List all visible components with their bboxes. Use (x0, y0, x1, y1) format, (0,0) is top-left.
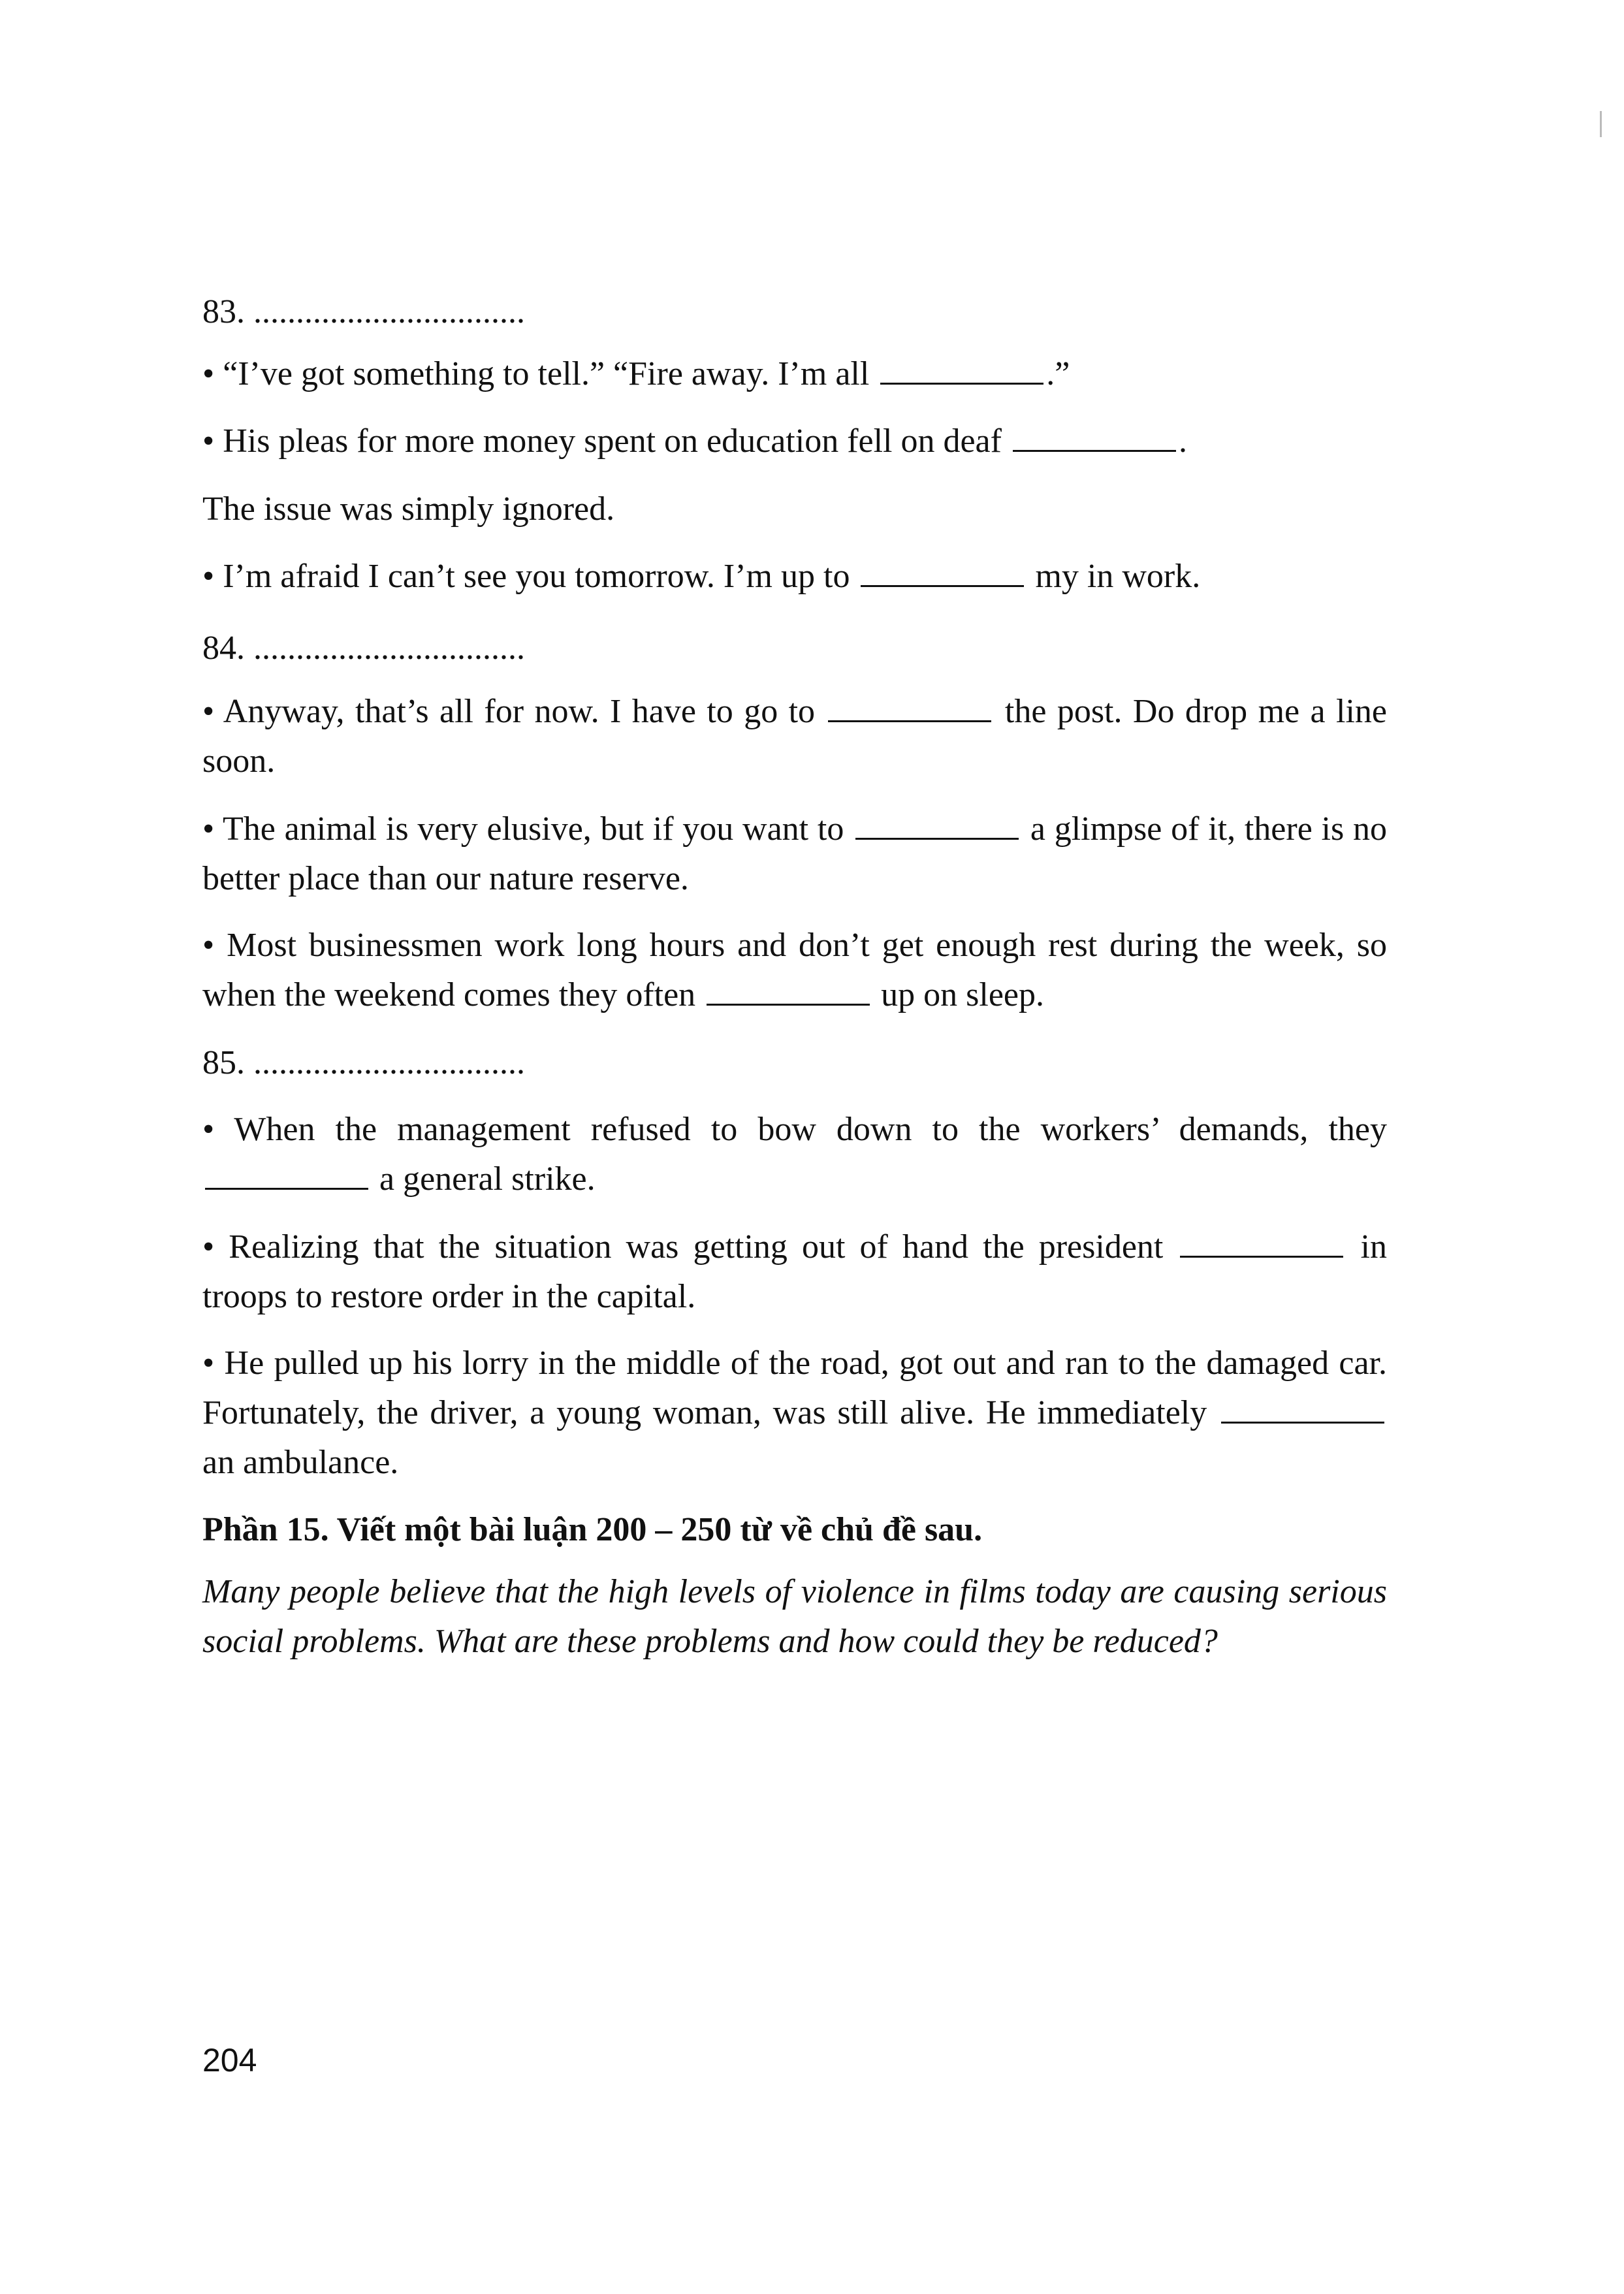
page-number: 204 (202, 2042, 257, 2079)
question-85-label: 85. ................................ (202, 1044, 525, 1081)
answer-blank[interactable] (1221, 1395, 1384, 1424)
answer-blank[interactable] (861, 559, 1024, 587)
answer-blank[interactable] (828, 694, 991, 722)
answer-blank[interactable] (205, 1162, 368, 1190)
q84-item-3: • Most businessmen work long hours and don’t get enough rest during the week, so when the weekend comes they often up on sleep. (202, 927, 1387, 1013)
q83-item-3: The issue was simply ignored. (202, 490, 615, 528)
scan-edge-mark (1600, 111, 1602, 137)
question-83-label: 83. ................................ (202, 293, 525, 330)
q85-item-1: • When the management refused to bow down to the workers’ demands, they a general strike. (202, 1111, 1387, 1198)
answer-blank[interactable] (1013, 424, 1176, 452)
question-84-label: 84. ................................ (202, 629, 525, 667)
q85-item-3: • He pulled up his lorry in the middle of the road, got out and ran to the damaged car. Fortunately, the driver, a young woman, was still alive. He immediately an ambulance. (202, 1345, 1387, 1481)
q83-item-4: • I’m afraid I can’t see you tomorrow. I’m up to my in work. (202, 558, 1201, 595)
answer-blank[interactable] (880, 357, 1043, 385)
q84-item-1: • Anyway, that’s all for now. I have to go to the post. Do drop me a line soon. (202, 693, 1387, 780)
answer-blank[interactable] (855, 812, 1019, 840)
answer-blank[interactable] (1180, 1230, 1343, 1258)
q84-item-2: • The animal is very elusive, but if you want to a glimpse of it, there is no better place than our nature reserve. (202, 810, 1387, 897)
section-heading: Phần 15. Viết một bài luận 200 – 250 từ về chủ đề sau. (202, 1511, 983, 1548)
q83-item-1: • “I’ve got something to tell.” “Fire away. I’m all .” (202, 355, 1070, 392)
essay-prompt: Many people believe that the high levels of violence in films today are causing serious social problems. What are these problems and how could they be reduced? (202, 1573, 1387, 1660)
q85-item-2: • Realizing that the situation was getting out of hand the president in troops to restore order in the capital. (202, 1228, 1387, 1315)
answer-blank[interactable] (707, 978, 870, 1006)
q83-item-2: • His pleas for more money spent on education fell on deaf . (202, 422, 1187, 460)
